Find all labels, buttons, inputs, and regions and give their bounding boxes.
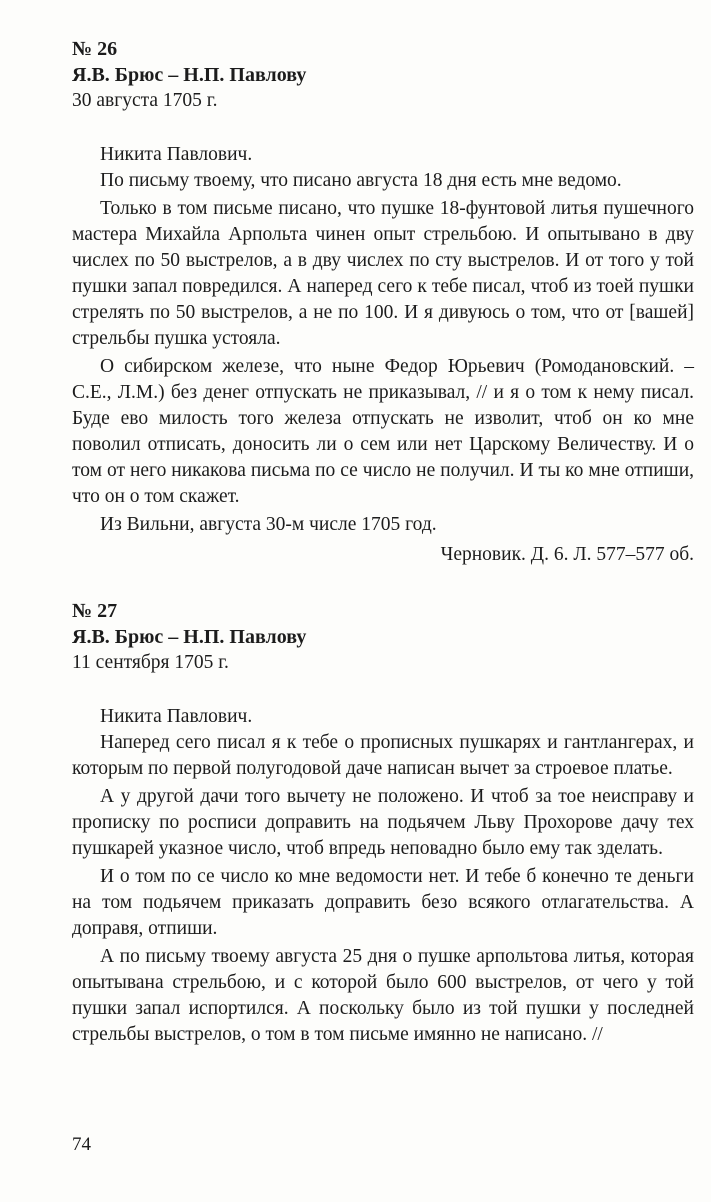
document-date: 30 августа 1705 г. <box>72 90 218 111</box>
salutation: Никита Павлович. <box>100 706 253 727</box>
paragraph: Наперед сего писал я к тебе о прописных пушкарях и гантлангерах, и которым по первой полугодовой даче написан вычет за строевое платье. <box>72 732 694 779</box>
paragraph: По письму твоему, что писано августа 18 дня есть мне ведомо. <box>100 170 622 191</box>
document-27 <box>72 598 694 1048</box>
document-title: Я.В. Брюс – Н.П. Павлову <box>72 626 307 648</box>
archive-citation: Черновик. Д. 6. Л. 577–577 об. <box>440 544 694 565</box>
paragraph: Только в том письме писано, что пушке 18-фунтовой литья пушечного мастера Михайла Арпольта чинен опыт стрельбою. И опытывано в дву числех по 50 выстрелов, а в дву числех по сту выстрелов. И от того у той пушки запал повредился. А наперед сего к тебе писал, чтоб из тоей пушки стрелять по 50 выстрелов, а не по 100. И я дивуюсь о том, что от [вашей] стрельбы пушка устояла. <box>72 198 694 349</box>
paragraph: Из Вильни, августа 30-м числе 1705 год. <box>100 514 437 535</box>
paragraph: А по письму твоему августа 25 дня о пушке арпольтова литья, которая опытывана стрельбою, и с которой было 600 выстрелов, от чего у той пушки запал испортился. А поскольку было из той пушки у последней стрельбы выстрелов, о том в том письме имянно не написано. // <box>72 946 694 1045</box>
paragraph: И о том по се число ко мне ведомости нет. И тебе б конечно те деньги на том подьячем приказать доправить безо всякого отлагательства. А доправя, отпиши. <box>72 866 694 939</box>
paragraph: А у другой дачи того вычету не положено. И чтоб за тое неисправу и прописку по росписи доправить на подьячем Льву Прохорове дачу тех пушкарей указное число, чтоб впредь неповадно было ему так зделать. <box>72 786 694 859</box>
document-title: Я.В. Брюс – Н.П. Павлову <box>72 64 307 86</box>
salutation: Никита Павлович. <box>100 144 253 165</box>
page-number: 74 <box>72 1134 91 1155</box>
document-26 <box>72 36 694 568</box>
document-number: № 26 <box>72 38 118 60</box>
page-body <box>72 36 694 1048</box>
paragraph: О сибирском железе, что ныне Федор Юрьевич (Ромодановский. – С.Е., Л.М.) без денег отпускать не приказывал, // и я о том к нему писал. Буде ево милость того железа отпускать не изволит, чтоб он ко мне поволил отписать, доносить ли о сем или нет Царскому Величеству. И о том от него никакова письма по се число не получил. И ты ко мне отпиши, что он о том скажет. <box>72 356 694 507</box>
document-number: № 27 <box>72 600 118 622</box>
document-date: 11 сентября 1705 г. <box>72 652 229 673</box>
